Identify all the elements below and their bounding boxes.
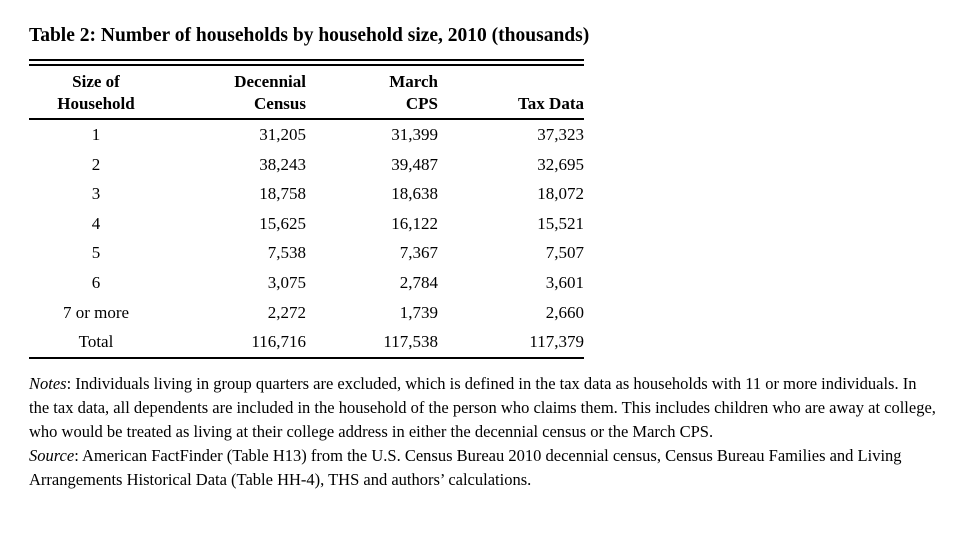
table-cell: 18,638	[391, 184, 438, 204]
table-row	[29, 119, 584, 150]
col-header-decennial-census	[163, 66, 306, 119]
source-label: Source	[29, 445, 75, 465]
table-cell: 16,122	[391, 213, 438, 233]
table-row	[29, 298, 584, 328]
notes-label: Notes	[29, 373, 67, 393]
source-text: : American FactFinder (Table H13) from the U.S. Census Bureau 2010 decennial census, Census Bureau Families and Living Arrangements Historical Data (Table HH-4), THS and authors’ calculations.	[29, 445, 902, 489]
table-cell: 38,243	[259, 154, 306, 174]
table-title: Table 2: Number of households by household size, 2010 (thousands)	[29, 25, 590, 46]
table-cell: 1	[91, 125, 101, 144]
table-cell: 2,784	[399, 272, 438, 292]
header-line	[438, 71, 584, 93]
header-line: Size of	[72, 72, 120, 91]
table-row	[29, 150, 584, 180]
table-row	[29, 179, 584, 209]
table-cell: 2,660	[545, 302, 584, 322]
header-row	[29, 66, 584, 119]
table-cell: 7,507	[545, 243, 584, 263]
table-cell: 3,601	[545, 272, 584, 292]
header-line: Tax Data	[518, 94, 584, 113]
households-table	[29, 66, 584, 359]
header-line: CPS	[405, 94, 438, 113]
source-paragraph	[29, 444, 937, 492]
table-cell: 37,323	[537, 125, 584, 144]
table-cell: 4	[91, 213, 101, 233]
header-line: Household	[57, 94, 135, 113]
header-line: Census	[254, 94, 306, 113]
table-cell: 39,487	[391, 154, 438, 174]
table-cell: 7,538	[267, 243, 306, 263]
header-line: March	[389, 72, 438, 91]
table-cell: 31,399	[391, 125, 438, 144]
footnotes	[29, 372, 937, 492]
table-cell: 117,379	[438, 327, 584, 358]
table-cell: 15,521	[537, 213, 584, 233]
table-cell: 7 or more	[62, 302, 130, 322]
header-line: Decennial	[234, 72, 306, 91]
table-cell: 18,072	[537, 184, 584, 204]
table-cell: Total	[29, 327, 163, 358]
table-cell: 3,075	[267, 272, 306, 292]
table-cell: 6	[91, 272, 101, 292]
col-header-size-of-household	[29, 66, 163, 119]
table-cell: 15,625	[259, 213, 306, 233]
table-cell: 117,538	[306, 327, 438, 358]
table-cell: 116,716	[163, 327, 306, 358]
table-top-double-rule	[29, 59, 584, 66]
table-cell: 2,272	[267, 302, 306, 322]
table-cell: 31,205	[259, 125, 306, 144]
households-table-wrap	[29, 59, 584, 359]
table-cell: 5	[91, 243, 101, 263]
col-header-tax-data	[438, 66, 584, 119]
col-header-march-cps	[306, 66, 438, 119]
table-row	[29, 238, 584, 268]
table-cell: 3	[91, 184, 101, 204]
table-row-total	[29, 327, 584, 358]
table-cell: 7,367	[399, 243, 438, 263]
table-row	[29, 209, 584, 239]
table-cell: 18,758	[259, 184, 306, 204]
notes-paragraph	[29, 372, 937, 444]
table-cell: 1,739	[399, 302, 438, 322]
notes-text: : Individuals living in group quarters are excluded, which is defined in the tax data as households with 11 or more individuals. In the tax data, all dependents are included in the household of the person who claims them. This includes children who are away at college, who would be treated as living at their college address in either the decennial census or the March CPS.	[29, 373, 936, 441]
table-cell: 2	[91, 154, 101, 174]
table-cell: 32,695	[537, 154, 584, 174]
table-row	[29, 268, 584, 298]
